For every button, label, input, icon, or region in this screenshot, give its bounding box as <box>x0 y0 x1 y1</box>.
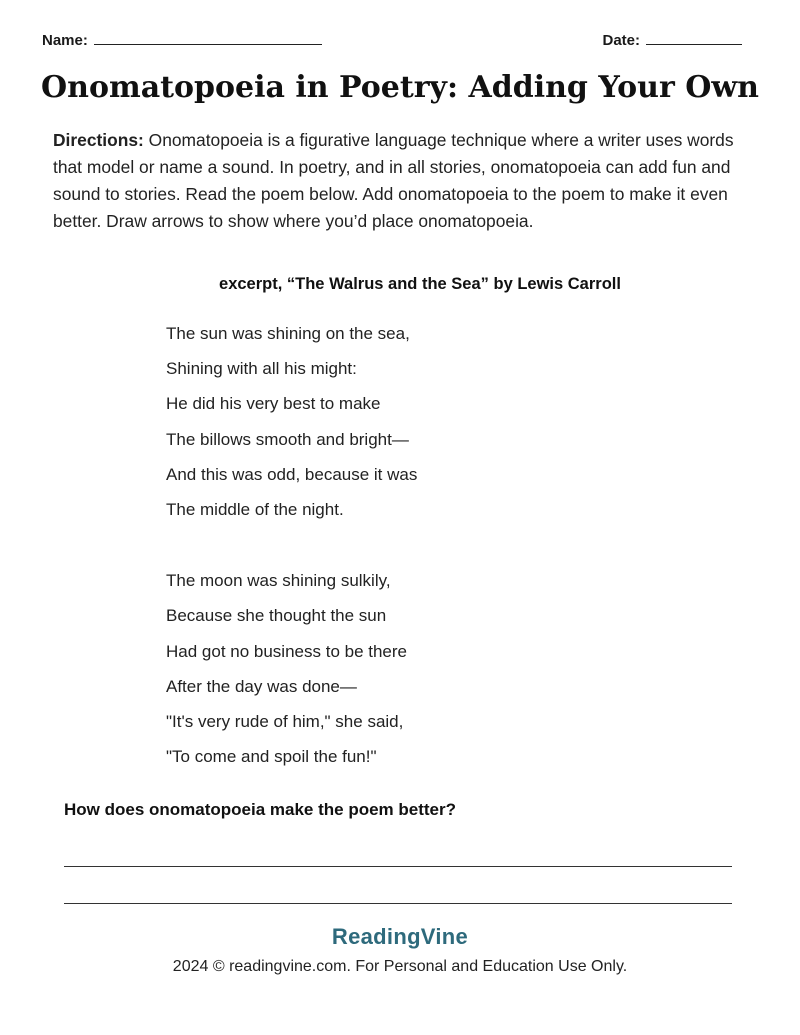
poem-line: "To come and spoil the fun!" <box>166 747 377 767</box>
poem-line: The moon was shining sulkily, <box>166 571 391 591</box>
directions-text: Onomatopoeia is a figurative language technique where a writer uses words that model or name a sound. In poetry, and in all stories, onomatopoeia can add fun and sound to stories. Read the poem below. Add onomatopoeia to the poem to make it even better. Draw arrows to show where you’d place onomatopoeia. <box>53 130 734 231</box>
poem-line: The billows smooth and bright— <box>166 429 409 449</box>
date-label: Date: <box>602 32 640 49</box>
poem-line: Had got no business to be there <box>166 641 407 661</box>
answer-line[interactable] <box>64 866 732 867</box>
poem-line: Shining with all his might: <box>166 359 357 379</box>
header-row <box>42 30 742 56</box>
date-field <box>602 30 742 49</box>
poem-line: After the day was done— <box>166 676 357 696</box>
question: How does onomatopoeia make the poem better? <box>64 800 457 819</box>
directions <box>53 127 753 235</box>
poem-line: And this was odd, because it was <box>166 464 418 484</box>
poem-source: excerpt, “The Walrus and the Sea” by Lewis Carroll <box>219 275 621 293</box>
name-label: Name: <box>42 32 88 49</box>
poem-line: Because she thought the sun <box>166 606 387 626</box>
poem-line: The middle of the night. <box>166 499 344 519</box>
answer-line[interactable] <box>64 903 732 904</box>
poem <box>166 320 417 778</box>
readingvine-logo: ReadingVine <box>331 924 469 949</box>
poem-line: He did his very best to make <box>166 394 381 414</box>
name-field <box>42 30 322 49</box>
footer-copyright: 2024 © readingvine.com. For Personal and Education Use Only. <box>172 958 628 975</box>
directions-label: Directions: <box>53 130 144 150</box>
date-blank[interactable] <box>646 30 742 45</box>
poem-line: "It's very rude of him," she said, <box>166 711 404 731</box>
page-title: Onomatopoeia in Poetry: Adding Your Own <box>41 70 759 105</box>
poem-line: The sun was shining on the sea, <box>166 324 410 343</box>
stanza-gap <box>166 531 417 567</box>
name-blank[interactable] <box>94 30 322 45</box>
